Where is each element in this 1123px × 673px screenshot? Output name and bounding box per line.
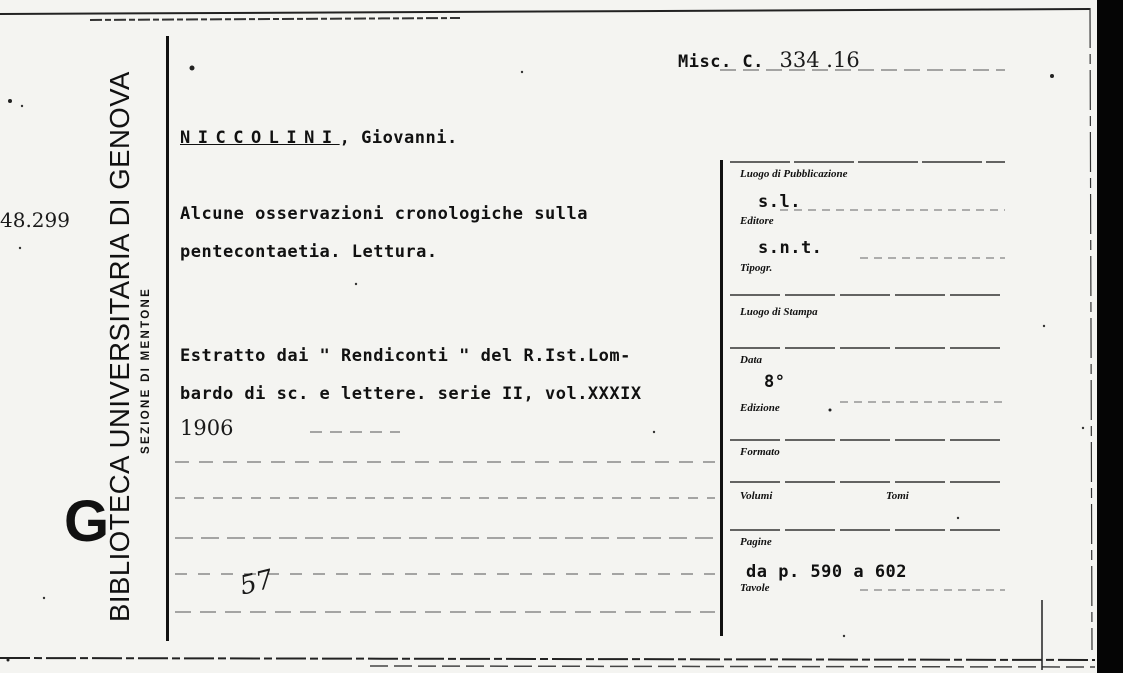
- left-inventory-number: 48.299: [0, 208, 70, 232]
- author-heading: [180, 128, 458, 148]
- field-label-formato: Formato: [740, 446, 780, 458]
- field-label-editore: Editore: [740, 215, 774, 227]
- field-label-tavole: Tavole: [740, 582, 770, 594]
- title-line-1: Alcune osservazioni cronologiche sulla: [180, 204, 588, 224]
- shelfmark-number: 334 .16: [779, 48, 860, 72]
- author-surname: NICCOLINI: [180, 128, 340, 148]
- library-logo: G: [64, 489, 110, 554]
- title-line-2: pentecontaetia. Lettura.: [180, 242, 438, 262]
- field-label-data: Data: [740, 354, 762, 366]
- note-line-1: Estratto dai " Rendiconti " del R.Ist.Lom-: [180, 346, 631, 366]
- field-label-pagine: Pagine: [740, 536, 772, 548]
- author-given-name: , Giovanni.: [339, 128, 458, 148]
- field-label-volumi: Volumi: [740, 490, 773, 502]
- field-label-luogo-stampa: Luogo di Stampa: [740, 306, 818, 318]
- shelfmark: [678, 48, 860, 72]
- field-label-tipogr: Tipogr.: [740, 262, 773, 274]
- fields-box-rule: [720, 160, 723, 636]
- field-value-editore: s.n.t.: [758, 238, 823, 258]
- field-value-data: 8°: [764, 372, 786, 392]
- scan-edge-shadow: [1097, 0, 1123, 673]
- handwritten-number: 57: [236, 564, 277, 602]
- field-label-tomi: Tomi: [886, 490, 909, 502]
- note-line-2: bardo di sc. e lettere. serie II, vol.XXXIX: [180, 384, 642, 404]
- field-label-luogo-pubblicazione: Luogo di Pubblicazione: [740, 168, 848, 180]
- field-value-luogo-pubblicazione: s.l.: [758, 192, 801, 212]
- shelfmark-prefix: Misc. C.: [678, 52, 764, 72]
- library-section-stamp: SEZIONE DI MENTONE: [140, 286, 152, 454]
- field-label-edizione: Edizione: [740, 402, 780, 414]
- library-stamp: BIBLIOTECA UNIVERSITARIA DI GENOVA: [104, 71, 135, 622]
- left-margin-rule: [166, 36, 169, 641]
- field-value-pagine: da p. 590 a 602: [746, 562, 908, 582]
- year: 1906: [180, 416, 234, 440]
